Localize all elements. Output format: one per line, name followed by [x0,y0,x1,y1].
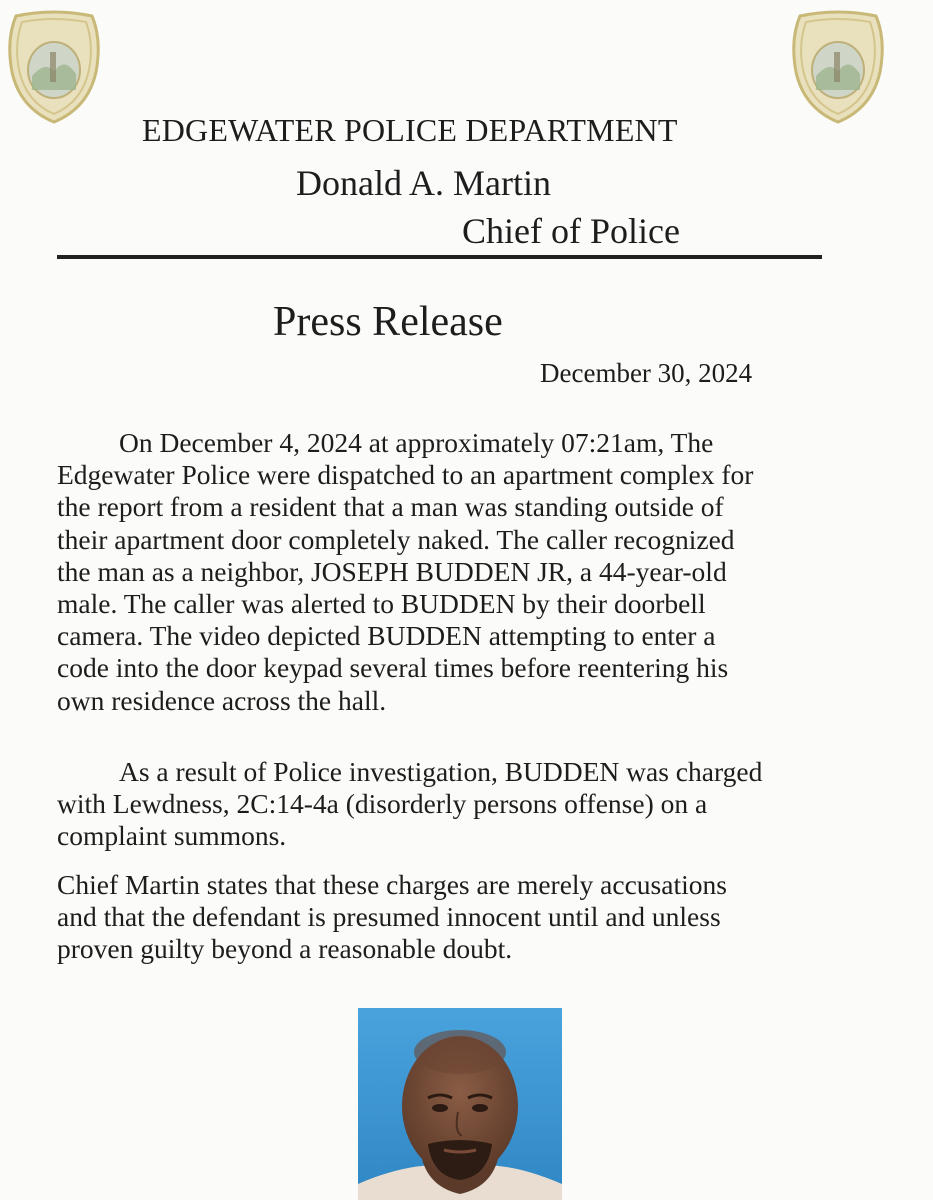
press-release-date: December 30, 2024 [540,358,753,388]
paragraph-line: own residence across the hall. [57,684,387,716]
press-release-title: Press Release [273,299,503,345]
chief-name: Donald A. Martin [296,163,551,203]
paragraph-charges [57,756,847,853]
paragraph-statement [57,869,847,966]
paragraph-line: male. The caller was alerted to BUDDEN by their doorbell [57,588,706,620]
paragraph-line: camera. The video depicted BUDDEN attempting to enter a [57,620,716,652]
paragraph-line: the man as a neighbor, JOSEPH BUDDEN JR, a 44-year-old [57,555,727,587]
paragraph-line: their apartment door completely naked. The caller recognized [57,523,735,555]
paragraph-line: code into the door keypad several times before reentering his [57,652,729,684]
paragraph-line: Chief Martin states that these charges are merely accusations [57,869,727,900]
paragraph-line: Edgewater Police were dispatched to an apartment complex for [57,459,754,491]
paragraph-line: proven guilty beyond a reasonable doubt. [57,933,513,965]
department-name: EDGEWATER POLICE DEPARTMENT [142,112,678,148]
paragraph-incident [57,427,847,717]
paragraph-line: with Lewdness, 2C:14-4a (disorderly persons offense) on a [57,788,708,820]
chief-title: Chief of Police [462,211,680,251]
police-patch-right-icon [790,10,886,126]
suspect-photo [358,1008,562,1200]
header-divider [57,255,822,259]
paragraph-line: On December 4, 2024 at approximately 07:21am, The [119,427,714,458]
paragraph-line: the report from a resident that a man was standing outside of [57,491,724,523]
paragraph-line: complaint summons. [57,820,287,852]
police-patch-left-icon [6,10,102,126]
paragraph-line: As a result of Police investigation, BUDDEN was charged [119,756,763,787]
paragraph-line: and that the defendant is presumed innocent until and unless [57,901,721,933]
